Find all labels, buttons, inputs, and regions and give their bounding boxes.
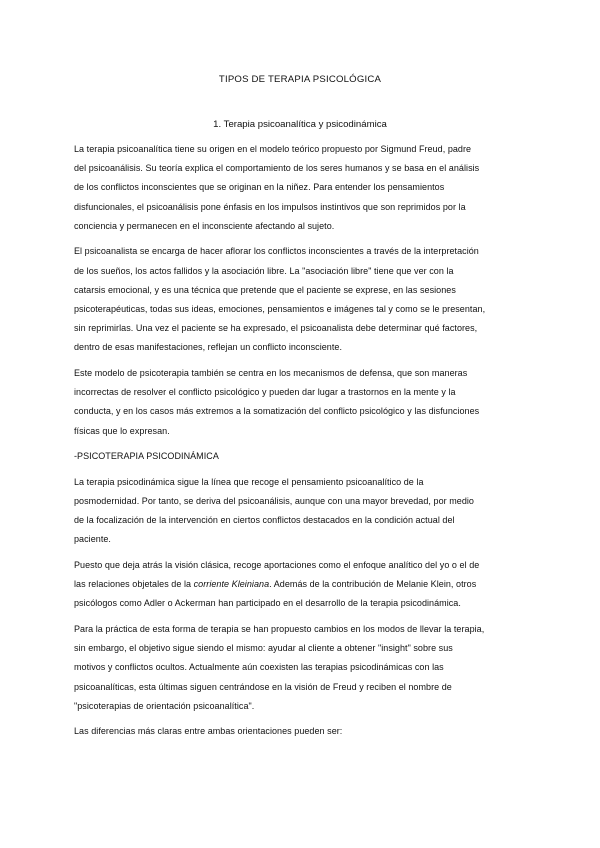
text-segment: las relaciones objetales de la [74,579,194,590]
subheading-psicoterapia-psicodinamica: -PSICOTERAPIA PSICODINÁMICA [74,451,219,462]
text-line: de la focalización de la intervención en ciertos conflictos destacados en la condición actual del [74,515,455,526]
text-line: disfuncionales, el psicoanálisis pone énfasis en los impulsos instintivos que son reprimidos por la [74,201,466,212]
text-line-mixed [74,575,534,594]
paragraph-7 [74,722,534,741]
text-line: La terapia psicoanalítica tiene su origen en el modelo teórico propuesto por Sigmund Freud, padre [74,144,472,154]
section-title: 1. Terapia psicoanalítica y psicodinámica [213,119,387,130]
text-line: paciente. [74,534,111,545]
text-line: Las diferencias más claras entre ambas orientaciones pueden ser: [74,726,343,737]
paragraph-6 [74,620,534,716]
document-body [74,140,534,748]
paragraph-1 [74,140,534,236]
text-line: incorrectas de resolver el conflicto psicológico y pueden dar lugar a trastornos en la mente y la [74,387,456,398]
text-line: Este modelo de psicoterapia también se centra en los mecanismos de defensa, que son maneras [74,368,468,379]
text-line: dentro de esas manifestaciones, reflejan un conflicto inconsciente. [74,342,343,353]
text-line: motivos y conflictos ocultos. Actualmente aún coexisten las terapias psicodinámicas con las [74,662,444,673]
text-line: Para la práctica de esta forma de terapia se han propuesto cambios en los modos de llevar la terapia, [74,624,485,635]
text-line: La terapia psicodinámica sigue la línea que recoge el pensamiento psicoanalítico de la [74,476,424,487]
paragraph-5 [74,556,534,614]
text-line: El psicoanalista se encarga de hacer aflorar los conflictos inconscientes a través de la interpretación [74,246,479,257]
text-line: conducta, y en los casos más extremos a la somatización del conflicto psicológico y las disfunciones [74,406,480,417]
paragraph-4 [74,473,534,550]
text-line: psicoanalíticas, esta últimas siguen centrándose en la visión de Freud y reciben el nombre de [74,681,452,692]
text-line: psicólogos como Adler o Ackerman han participado en el desarrollo de la terapia psicodinámica. [74,598,461,609]
paragraph-2 [74,242,534,357]
text-line: físicas que lo expresan. [74,425,170,436]
text-line: sin reprimirlas. Una vez el paciente se ha expresado, el psicoanalista debe determinar qué factores, [74,323,478,334]
text-line: conciencia y permanecen en el inconsciente afectando al sujeto. [74,220,335,231]
text-line: sin embargo, el objetivo sigue siendo el mismo: ayudar al cliente a obtener "insight" sobre sus [74,643,453,654]
text-line: de los sueños, los actos fallidos y la asociación libre. La "asociación libre" tiene que ver con la [74,265,454,276]
text-line: psicoterapéuticas, todas sus ideas, emociones, pensamientos e imágenes tal y como se le presentan, [74,304,486,315]
text-line: Puesto que deja atrás la visión clásica, recoge aportaciones como el enfoque analítico del yo o el de [74,560,480,571]
text-segment: . Además de la contribución de Melanie Klein, otros [269,579,477,590]
text-line: de los conflictos inconscientes que se originan en la niñez. Para entender los pensamientos [74,182,445,193]
text-line: posmodernidad. Por tanto, se deriva del psicoanálisis, aunque con una mayor brevedad, por medio [74,496,474,507]
text-line: del psicoanálisis. Su teoría explica el comportamiento de los seres humanos y se basa en el análisis [74,163,480,174]
paragraph-3 [74,364,534,441]
text-line: "psicoterapias de orientación psicoanalítica". [74,700,255,711]
text-line: catarsis emocional, y es una técnica que pretende que el paciente se exprese, en las sesiones [74,284,456,295]
italic-term: corriente Kleiniana [193,579,270,590]
document-title: TIPOS DE TERAPIA PSICOLÓGICA [218,74,382,85]
